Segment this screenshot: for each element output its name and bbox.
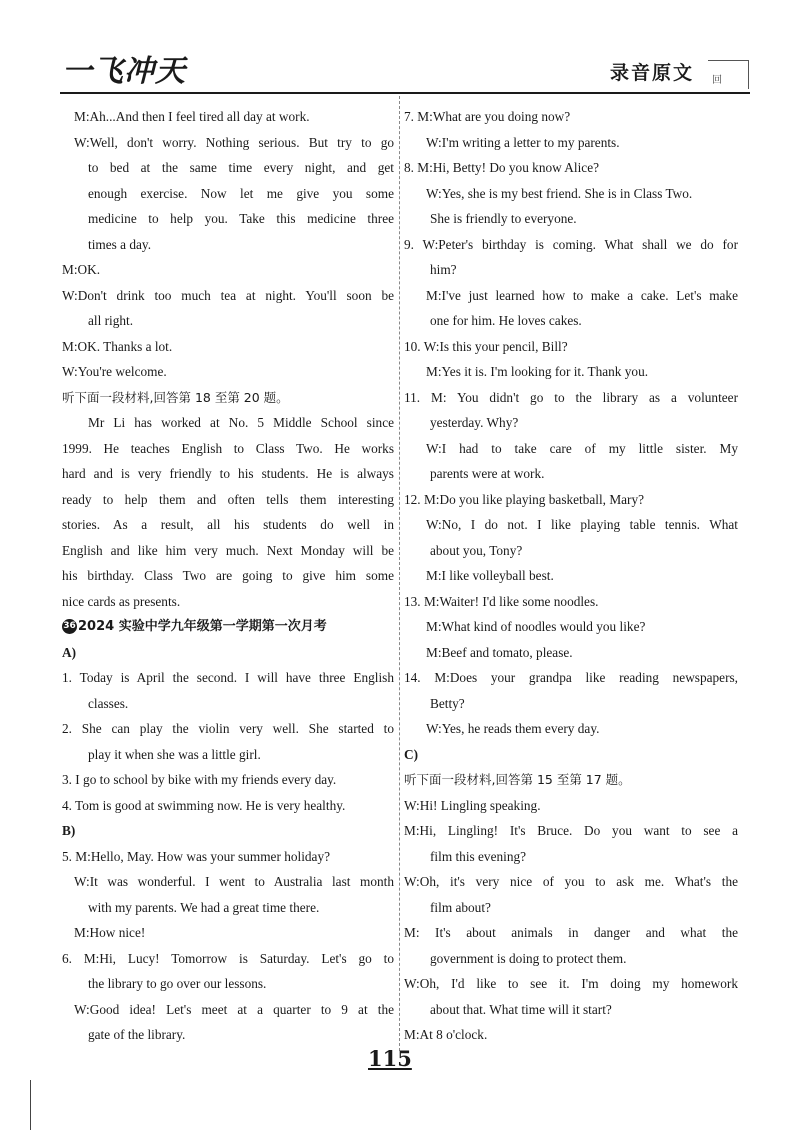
- right-text-line: [404, 283, 738, 309]
- line-text: nice cards as presents.: [62, 593, 181, 609]
- line-text: M:How nice!: [74, 925, 146, 940]
- right-text-line: [404, 793, 738, 819]
- right-text-line: [404, 410, 738, 436]
- right-text-line: [404, 385, 738, 411]
- right-text-line: [404, 895, 738, 921]
- left-text-line: [62, 436, 394, 462]
- right-column: [404, 104, 738, 1048]
- right-text-line: [404, 487, 738, 513]
- left-text-line: [62, 181, 394, 207]
- line-text: W:It was wonderful. I went to Australia last month: [74, 874, 394, 889]
- right-text-line: [404, 563, 738, 589]
- line-text: She is friendly to everyone.: [430, 211, 577, 226]
- left-text-line: [62, 308, 394, 334]
- line-text: W:Yes, he reads them every day.: [426, 721, 600, 736]
- right-text-line: [404, 946, 738, 972]
- left-text-line: [62, 869, 394, 895]
- right-text-line: [404, 334, 738, 360]
- left-text-line: [62, 997, 394, 1023]
- right-text-line: [404, 869, 738, 895]
- right-text-line: [404, 716, 738, 742]
- left-text-line: [62, 359, 394, 385]
- left-text-line: [62, 640, 394, 666]
- left-text-line: [62, 461, 394, 487]
- brand-logo-text: 一飞冲天: [62, 54, 186, 89]
- right-text-line: [404, 640, 738, 666]
- left-text-line: [62, 538, 394, 564]
- line-text: M:I like volleyball best.: [426, 568, 554, 583]
- line-text: W:Oh, it's very nice of you to ask me. What's the: [404, 874, 738, 889]
- margin-line: [30, 1080, 31, 1130]
- line-text: Mr Li has worked at No. 5 Middle School since: [88, 415, 394, 430]
- line-text: M:I've just learned how to make a cake. Let's make: [426, 287, 738, 303]
- section-title: 录音原文: [610, 62, 695, 84]
- left-text-line: [62, 895, 394, 921]
- line-text: W:I'm writing a letter to my parents.: [426, 134, 620, 150]
- left-text-line: [62, 232, 394, 258]
- line-text: W:Well, don't worry. Nothing serious. But try to go: [74, 134, 394, 150]
- right-text-line: [404, 665, 738, 691]
- line-text: W:Hi! Lingling speaking.: [404, 797, 541, 813]
- page-number: 115: [368, 1046, 412, 1071]
- line-text: 2. She can play the violin very well. She started to: [62, 721, 394, 736]
- line-text: W:Don't drink too much tea at night. You'll soon be: [62, 287, 394, 303]
- left-text-line: [62, 614, 394, 640]
- line-text: M:At 8 o'clock.: [404, 1027, 488, 1042]
- line-text: film about?: [430, 899, 491, 915]
- right-text-line: [404, 614, 738, 640]
- right-text-line: [404, 232, 738, 258]
- line-text: W:Oh, I'd like to see it. I'm doing my homework: [404, 976, 738, 991]
- right-text-line: [404, 1022, 738, 1048]
- right-text-line: [404, 971, 738, 997]
- line-text: 1. Today is April the second. I will have three English: [62, 670, 394, 685]
- right-text-line: [404, 104, 738, 130]
- line-text: to bed at the same time every night, and get: [88, 160, 394, 175]
- right-text-line: [404, 308, 738, 334]
- line-text: English and like him very much. Next Monday will be: [62, 542, 394, 558]
- line-text: C): [404, 746, 419, 762]
- left-text-line: [62, 104, 394, 130]
- left-text-line: [62, 920, 394, 946]
- line-text: M: It's about animals in danger and what the: [404, 925, 738, 940]
- line-text: 8. M:Hi, Betty! Do you know Alice?: [404, 160, 599, 175]
- page-header: [0, 0, 800, 100]
- line-text: film this evening?: [430, 848, 527, 864]
- left-column: [62, 104, 394, 1048]
- line-text: M:What kind of noodles would you like?: [426, 619, 646, 634]
- line-text: M:Yes it is. I'm looking for it. Thank you.: [426, 364, 649, 379]
- left-text-line: [62, 155, 394, 181]
- left-text-line: [62, 691, 394, 717]
- line-text: Betty?: [430, 695, 465, 711]
- right-text-line: [404, 691, 738, 717]
- line-text: government is doing to protect them.: [430, 950, 627, 966]
- line-text: times a day.: [88, 236, 152, 252]
- line-text: 1999. He teaches English to Class Two. He works: [62, 440, 394, 456]
- line-text: M:Ah...And then I feel tired all day at work.: [74, 109, 310, 124]
- line-text: stories. As a result, all his students do well in: [62, 517, 394, 532]
- line-text: 5. M:Hello, May. How was your summer holiday?: [62, 848, 330, 864]
- line-text: yesterday. Why?: [430, 415, 519, 430]
- line-text: gate of the library.: [88, 1027, 186, 1042]
- line-text: M:Beef and tomato, please.: [426, 644, 573, 660]
- right-text-line: [404, 767, 738, 793]
- right-text-line: [404, 818, 738, 844]
- right-text-line: [404, 155, 738, 181]
- line-text: W:No, I do not. I like playing table tennis. What: [426, 517, 738, 532]
- column-divider: [399, 96, 401, 1051]
- line-text: 3. I go to school by bike with my friends every day.: [62, 772, 337, 787]
- line-text: 12. M:Do you like playing basketball, Mary?: [404, 491, 645, 507]
- right-text-line: [404, 920, 738, 946]
- line-text: M:OK. Thanks a lot.: [62, 338, 173, 354]
- line-text: 听下面一段材料,回答第 15 至第 17 题。: [404, 772, 631, 787]
- line-text: all right.: [88, 313, 134, 328]
- line-text: B): [62, 823, 76, 838]
- line-text: him?: [430, 262, 457, 277]
- right-text-line: [404, 359, 738, 385]
- left-text-line: [62, 1022, 394, 1048]
- right-text-line: [404, 742, 738, 768]
- line-text: medicine to help you. Take this medicine three: [88, 211, 394, 226]
- line-text: W:You're welcome.: [62, 364, 167, 379]
- left-text-line: [62, 665, 394, 691]
- line-text: about you, Tony?: [430, 542, 523, 558]
- line-text: 4. Tom is good at swimming now. He is very healthy.: [62, 797, 346, 813]
- line-text: about that. What time will it start?: [430, 1001, 612, 1017]
- line-text: 9. W:Peter's birthday is coming. What shall we do for: [404, 236, 738, 252]
- line-text: classes.: [88, 695, 129, 711]
- line-text: parents were at work.: [430, 466, 545, 481]
- section-number-badge: 36: [62, 619, 77, 634]
- left-text-line: [62, 946, 394, 972]
- line-text: W:I had to take care of my little sister. My: [426, 440, 738, 456]
- line-text: 10. W:Is this your pencil, Bill?: [404, 338, 568, 354]
- right-text-line: [404, 206, 738, 232]
- line-text: 13. M:Waiter! I'd like some noodles.: [404, 593, 599, 609]
- left-text-line: [62, 844, 394, 870]
- left-text-line: [62, 206, 394, 232]
- line-text: play it when she was a little girl.: [88, 746, 261, 762]
- line-text: 听下面一段材料,回答第 18 至第 20 题。: [62, 389, 289, 405]
- left-text-line: [62, 283, 394, 309]
- line-text: enough exercise. Now let me give you some: [88, 185, 394, 201]
- left-text-line: [62, 563, 394, 589]
- right-text-line: [404, 538, 738, 564]
- left-text-line: [62, 130, 394, 156]
- line-text: one for him. He loves cakes.: [430, 313, 582, 328]
- left-text-line: [62, 793, 394, 819]
- left-text-line: [62, 487, 394, 513]
- left-text-line: [62, 971, 394, 997]
- right-text-line: [404, 997, 738, 1023]
- line-text: W:Yes, she is my best friend. She is in Class Two.: [426, 185, 693, 201]
- right-text-line: [404, 461, 738, 487]
- line-text: hard and is very friendly to his students. He is always: [62, 466, 394, 481]
- left-text-line: [62, 334, 394, 360]
- left-text-line: [62, 410, 394, 436]
- left-text-line: [62, 512, 394, 538]
- line-text: with my parents. We had a great time there.: [88, 899, 320, 915]
- left-text-line: [62, 257, 394, 283]
- corner-mark: [708, 60, 749, 89]
- line-text: 6. M:Hi, Lucy! Tomorrow is Saturday. Let's go to: [62, 950, 394, 966]
- left-text-line: [62, 742, 394, 768]
- line-text: his birthday. Class Two are going to give him some: [62, 568, 394, 583]
- left-text-line: [62, 818, 394, 844]
- line-text: ready to help them and often tells them interesting: [62, 491, 394, 507]
- line-text: 7. M:What are you doing now?: [404, 109, 571, 124]
- line-text: A): [62, 644, 77, 660]
- left-text-line: [62, 716, 394, 742]
- line-text: 11. M: You didn't go to the library as a volunteer: [404, 389, 738, 405]
- right-text-line: [404, 589, 738, 615]
- right-text-line: [404, 130, 738, 156]
- left-text-line: [62, 589, 394, 615]
- line-text: M:OK.: [62, 262, 101, 277]
- line-text: M:Hi, Lingling! It's Bruce. Do you want to see a: [404, 823, 738, 838]
- right-text-line: [404, 512, 738, 538]
- left-text-line: [62, 385, 394, 411]
- corner-mark-label: 回: [712, 75, 722, 86]
- line-text: the library to go over our lessons.: [88, 976, 267, 991]
- right-text-line: [404, 844, 738, 870]
- line-text: 14. M:Does your grandpa like reading newspapers,: [404, 670, 738, 685]
- line-text: 2024 实验中学九年级第一学期第一次月考: [78, 619, 327, 634]
- left-text-line: [62, 767, 394, 793]
- right-text-line: [404, 436, 738, 462]
- line-text: W:Good idea! Let's meet at a quarter to 9 at the: [74, 1001, 394, 1017]
- right-text-line: [404, 257, 738, 283]
- header-rule: [60, 92, 750, 94]
- right-text-line: [404, 181, 738, 207]
